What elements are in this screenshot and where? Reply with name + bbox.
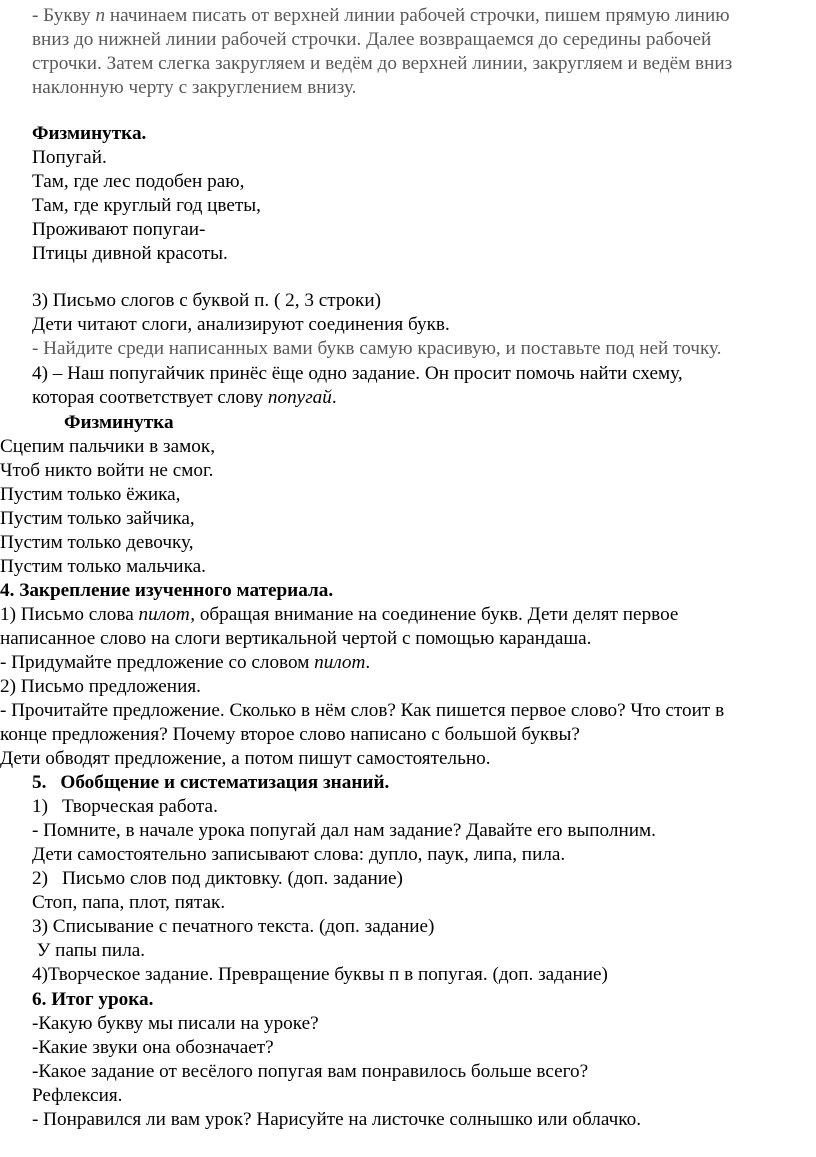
section-5-line: - Помните, в начале урока попугай дал нам задание? Давайте его выполним. (32, 820, 656, 841)
section-5-item-2: 2) Письмо слов под диктовку. (доп. задание) (32, 868, 403, 889)
section-5-heading: 5. Обобщение и систематизация знаний. (32, 772, 390, 793)
poem-line: Птицы дивной красоты. (32, 243, 228, 264)
section-4-line: 1) Письмо слова пилот, обращая внимание на соединение букв. Дети делят первое (0, 604, 679, 625)
fizminutka-title-2: Физминутка (64, 412, 174, 433)
fizminutka-title-1: Физминутка. (32, 123, 147, 144)
poem-line: Проживают попугаи- (32, 219, 206, 240)
section-4-line: - Придумайте предложение со словом пилот. (0, 652, 371, 673)
section-4-heading: 4. Закрепление изученного материала. (0, 580, 334, 601)
intro-line-3: строчки. Затем слегка закругляем и ведём до верхней линии, закругляем и ведём вниз (32, 53, 733, 74)
poem-line: Пустим только ёжика, (0, 484, 181, 505)
section-6-line: -Какие звуки она обозначает? (32, 1037, 274, 1058)
poem-line: Там, где круглый год цветы, (32, 195, 261, 216)
section-5-line: Стоп, папа, плот, пятак. (32, 892, 226, 913)
poem-line: Там, где лес подобен раю, (32, 171, 245, 192)
section-5-line: 4)Творческое задание. Превращение буквы п в попугая. (доп. задание) (32, 964, 608, 985)
intro-line-4: наклонную черту с закруглением внизу. (32, 77, 357, 98)
section-6-line: - Понравился ли вам урок? Нарисуйте на листочке солнышко или облачко. (32, 1109, 642, 1130)
section-4-line: конце предложения? Почему второе слово написано с большой буквы? (0, 724, 580, 745)
intro-line-2: вниз до нижней линии рабочей строчки. Далее возвращаемся до середины рабочей (32, 29, 712, 50)
step3-line: Дети читают слоги, анализируют соединения букв. (32, 314, 450, 335)
poem-line: Пустим только девочку, (0, 532, 194, 553)
intro-line-1: - Букву п начинаем писать от верхней линии рабочей строчки, пишем прямую линию (32, 5, 730, 26)
section-5-line: Дети самостоятельно записывают слова: дупло, паук, липа, пила. (32, 844, 566, 865)
section-5-line: 3) Списывание с печатного текста. (доп. задание) (32, 916, 435, 937)
section-4-line: - Прочитайте предложение. Сколько в нём слов? Как пишется первое слово? Что стоит в (0, 700, 725, 721)
section-6-heading: 6. Итог урока. (32, 989, 154, 1010)
step4-line-1: 4) – Наш попугайчик принёс ёще одно задание. Он просит помочь найти схему, (32, 363, 683, 384)
step3-heading: 3) Письмо слогов с буквой п. ( 2, 3 строки) (32, 290, 382, 311)
poem-line: Сцепим пальчики в замок, (0, 436, 215, 457)
section-6-line: -Какую букву мы писали на уроке? (32, 1013, 319, 1034)
section-5-line: У папы пила. (32, 940, 146, 961)
step3-line: - Найдите среди написанных вами букв самую красивую, и поставьте под ней точку. (32, 338, 722, 359)
section-4-line: написанное слово на слоги вертикальной чертой с помощью карандаша. (0, 628, 592, 649)
section-4-line: 2) Письмо предложения. (0, 676, 201, 697)
poem-line: Чтоб никто войти не смог. (0, 460, 214, 481)
step4-line-2: которая соответствует слову попугай. (32, 387, 337, 408)
section-4-line: Дети обводят предложение, а потом пишут самостоятельно. (0, 748, 491, 769)
section-5-item-1: 1) Творческая работа. (32, 796, 218, 817)
section-6-line: Рефлексия. (32, 1085, 123, 1106)
poem-line: Пустим только мальчика. (0, 556, 206, 577)
poem-line: Попугай. (32, 147, 107, 168)
poem-line: Пустим только зайчика, (0, 508, 195, 529)
section-6-line: -Какое задание от весёлого попугая вам понравилось больше всего? (32, 1061, 589, 1082)
